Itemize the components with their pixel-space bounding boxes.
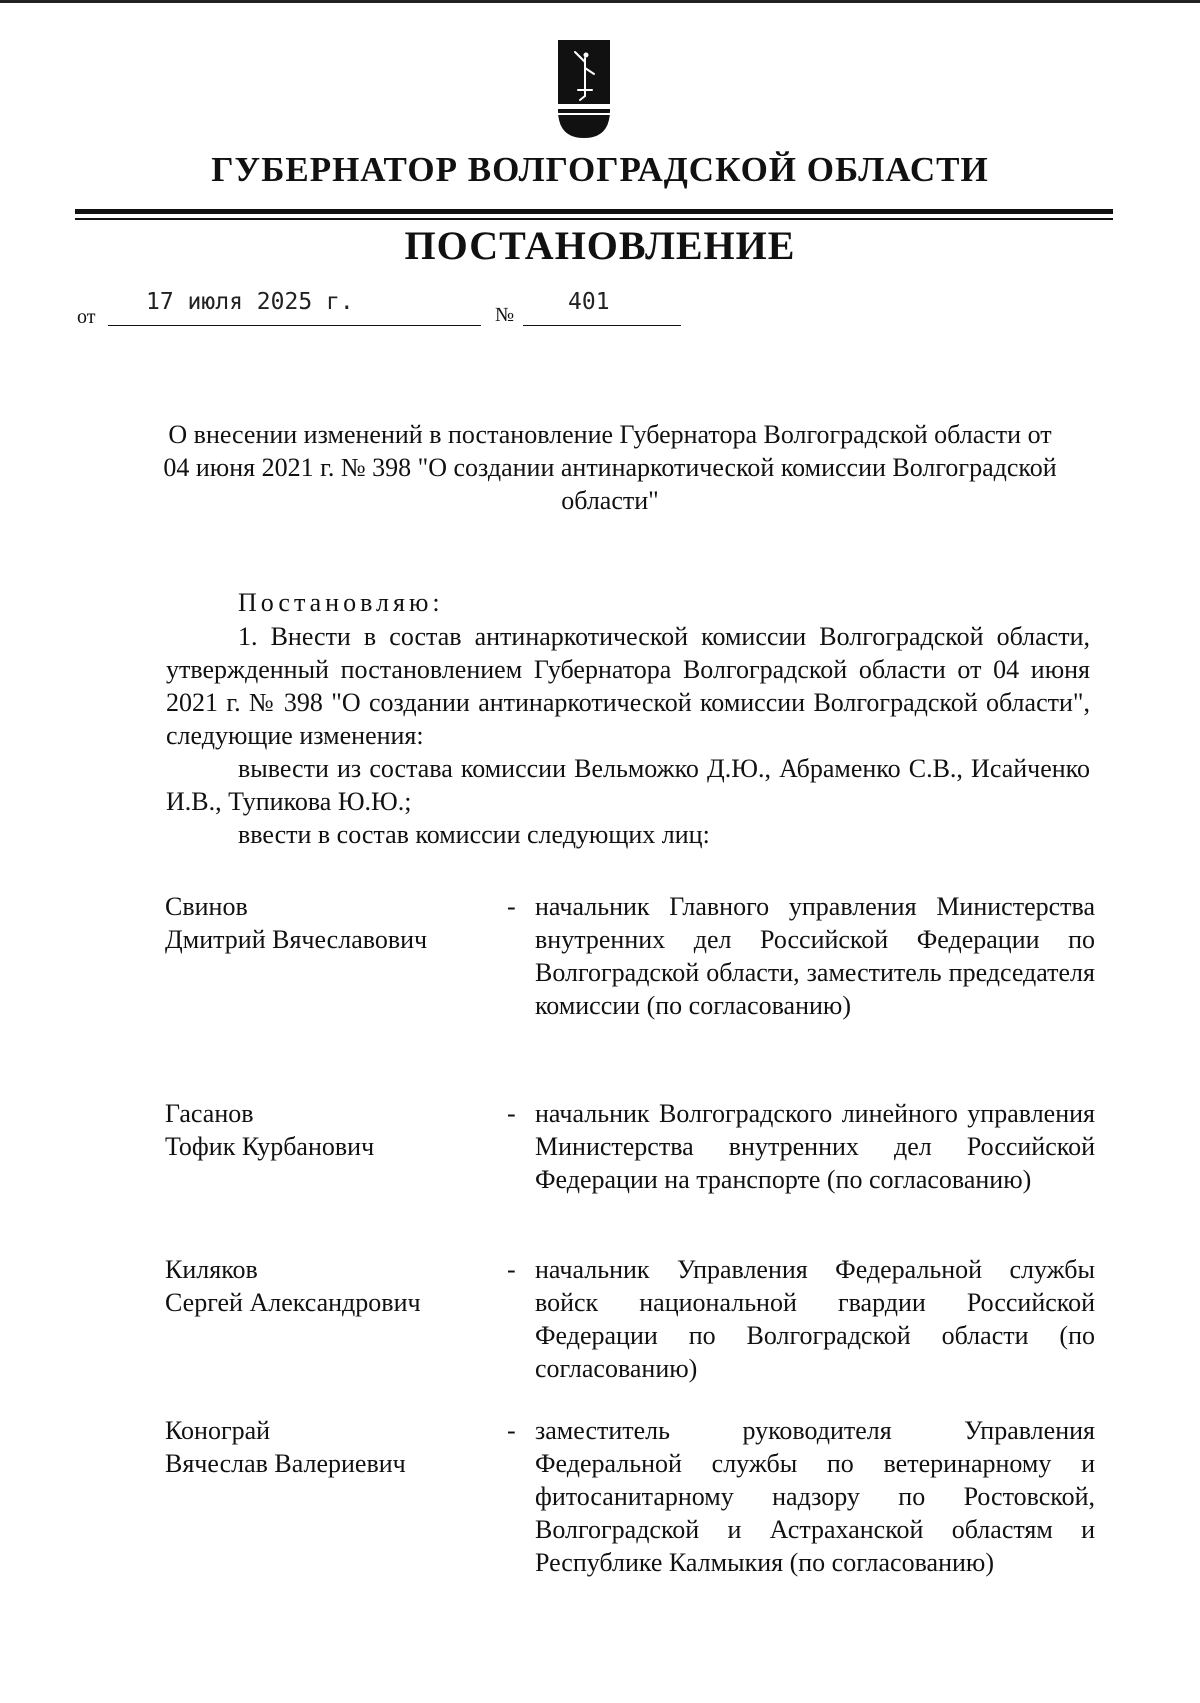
member-given-names: Вячеслав Валериевич — [165, 1449, 406, 1478]
member-given-names: Сергей Александрович — [165, 1288, 421, 1317]
document-date: 17 июля 2025 г. — [146, 289, 354, 315]
member-name — [165, 1097, 495, 1163]
number-label: № — [495, 304, 515, 326]
member-position: начальник Управления Федеральной службы войск национальной гвардии Российской Федерации по Волгоградской области (по согласованию) — [535, 1255, 1095, 1383]
body-paragraph: ввести в состав комиссии следующих лиц: — [238, 820, 710, 849]
member-name — [165, 1253, 495, 1319]
scan-top-edge — [0, 0, 1200, 3]
body-paragraph: 1. Внести в состав антинаркотической комиссии Волгоградской области, утвержденный постановлением Губернатора Волгоградской области от 04 июня 2021 г. № 398 "О создании антинаркотической комиссии Волгоградской области", следующие изменения: — [166, 622, 1090, 750]
member-surname: Гасанов — [165, 1099, 254, 1128]
member-surname: Киляков — [165, 1255, 258, 1284]
body-paragraph: вывести из состава комиссии Вельможко Д.Ю., Абраменко С.В., Исайченко И.В., Тупикова Ю.Ю.; — [166, 754, 1090, 816]
member-position: начальник Волгоградского линейного управления Министерства внутренних дел Российской Федерации на транспорте (по согласованию) — [535, 1099, 1095, 1194]
member-dash: - — [507, 1099, 516, 1128]
coat-of-arms-icon — [558, 40, 610, 138]
document-number: 401 — [568, 289, 610, 315]
document-type: ПОСТАНОВЛЕНИЕ — [404, 223, 796, 268]
document-subject: О внесении изменений в постановление Губернатора Волгоградской области от 04 июня 2021 г. № 398 "О создании антинаркотической комиссии Волгоградской области" — [163, 420, 1057, 515]
member-dash: - — [507, 1416, 516, 1445]
number-underline — [523, 325, 681, 326]
member-dash: - — [507, 1255, 516, 1284]
header-rule-thin — [75, 218, 1113, 220]
date-underline — [108, 325, 481, 326]
member-position: заместитель руководителя Управления Федеральной службы по ветеринарному и фитосанитарному надзору по Ростовской, Волгоградской и Астраханской областям и Республике Калмыкия (по согласованию) — [535, 1416, 1095, 1577]
member-surname: Свинов — [165, 892, 248, 921]
body-text — [166, 620, 1090, 851]
member-name — [165, 1414, 495, 1480]
member-position: начальник Главного управления Министерства внутренних дел Российской Федерации по Волгоградской области, заместитель председателя комиссии (по согласованию) — [535, 892, 1095, 1020]
date-label: от — [77, 306, 96, 328]
member-name — [165, 890, 495, 956]
member-given-names: Тофик Курбанович — [165, 1132, 375, 1161]
header-rule-thick — [75, 209, 1113, 214]
member-given-names: Дмитрий Вячеславович — [165, 925, 428, 954]
date-number-row — [0, 285, 1200, 330]
issuer-title: ГУБЕРНАТОР ВОЛГОГРАДСКОЙ ОБЛАСТИ — [211, 150, 989, 189]
member-dash: - — [507, 892, 516, 921]
member-surname: Конограй — [165, 1416, 271, 1445]
decree-word: Постановляю: — [238, 588, 444, 617]
